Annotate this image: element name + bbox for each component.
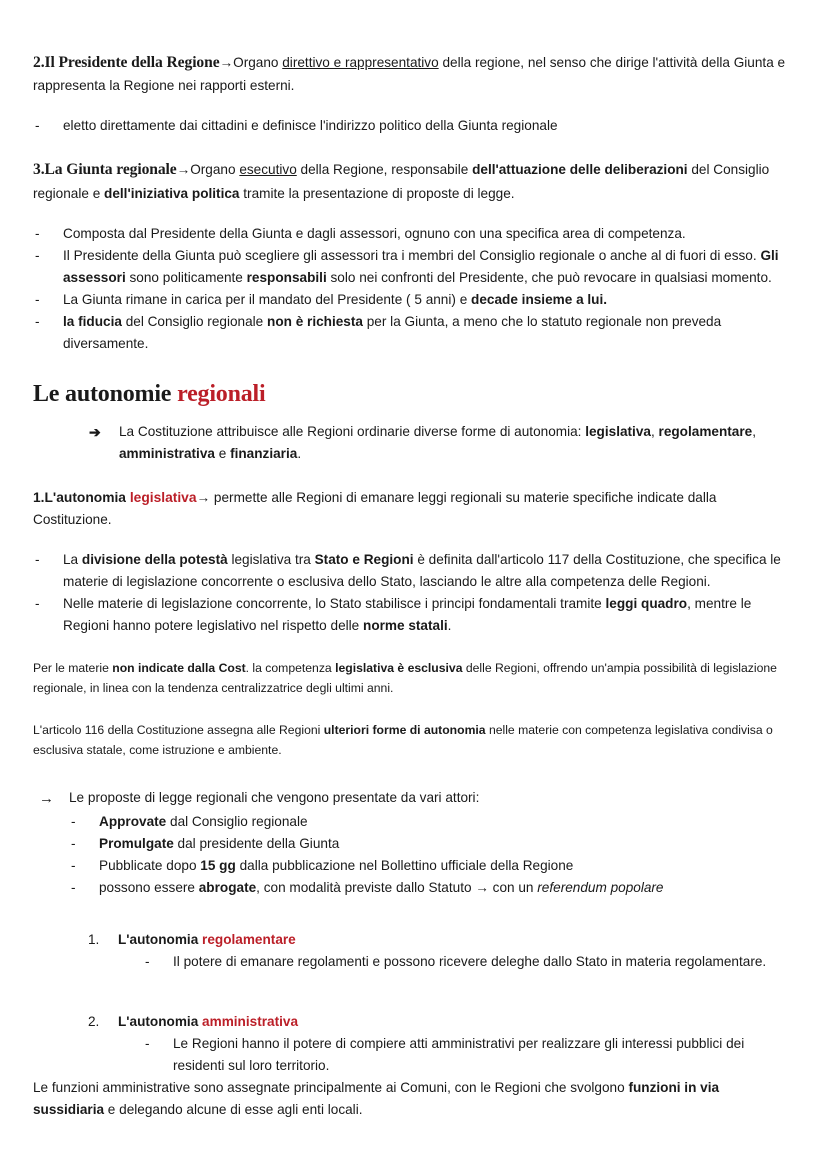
list-item-rest: dalla pubblicazione nel Bollettino ufficiale della Regione [235,857,574,873]
list-item-italic: referendum popolare [537,879,664,895]
arrow-glyph: → [219,55,234,70]
callout-proposte [39,787,790,811]
intro-e: , [752,424,756,440]
list-item-label-black: L'autonomia [118,931,203,947]
closing-a: Le funzioni amministrative sono assegnate principalmente ai Comuni, con le Regioni che svolgono [33,1079,629,1095]
paragraph-giunta [33,157,790,204]
list-item-text-d: responsabili [246,269,327,285]
arrow-right-bold-icon: ➔ [89,424,101,441]
list-item-text-a: Nelle materie di legislazione concorrente, lo Stato stabilisce i principi fondamentali tramite [63,596,606,612]
arrow-right-icon: → [39,789,54,807]
small-para-1-d: legislativa è esclusiva [335,661,463,676]
paragraph-presidente [33,50,790,97]
small-para-1-e: delle Regioni, offrendo un'ampia possibilità di legislazione regionale, in linea con la tendenza centralizzatrice degli ultimi anni. [33,661,777,696]
presidente-lead-before: Organo [233,55,283,70]
list-item-text-d: norme statali [363,618,448,634]
page-title [33,381,790,407]
paragraph-materie-non-indicate [33,659,788,699]
list-item-text-c: legislativa tra [227,552,315,568]
list-autonomia-amministrativa [33,1011,790,1077]
sublist-amministrativa [143,1033,790,1077]
list-legislativa-bullets [33,549,790,637]
list-item [88,1011,790,1077]
list-item-pre: Pubblicate dopo [99,857,201,873]
list-item-text-b: decade insieme a lui. [471,291,608,307]
list-item-text: Composta dal Presidente della Giunta e dagli assessori, ognuno con una specifica area di competenza. [63,225,686,241]
giunta-lead-mid: della Regione, responsabile [296,162,473,178]
presidente-underlined-text: direttivo e rappresentativo [282,55,439,70]
list-item [33,593,790,637]
small-para-2-a: L'articolo 116 della Costituzione assegna alle Regioni [33,723,324,738]
list-proposte [69,811,790,899]
giunta-lead-after: tramite la presentazione di proposte di legge. [239,185,515,201]
intro-f: amministrativa [119,446,215,462]
list-item-text-b: del Consiglio regionale [121,313,268,329]
list-item [88,929,790,973]
presidente-lead-after: della regione, nel senso che dirige l'attività della Giunta e rappresenta la Regione nei rapporti esterni. [33,55,786,94]
list-item-text-b: divisione della potestà [81,552,228,568]
small-para-1-c: . la competenza [245,661,336,676]
list-item-text-e: è definita dall'articolo 117 della Costituzione, che specifica le materie di legislazione concorrente o esclusiva dello Stato, lasciando le altre alla competenza delle Regioni. [63,552,781,590]
arrow-glyph: → [176,162,191,178]
giunta-underlined-text: esecutivo [239,162,297,178]
label-autonomia-legislativa: 1.L'autonomia [33,490,130,506]
list-item-text-d: per la Giunta, a meno che lo statuto regionale non preveda diversamente. [63,313,722,351]
list-item-text-e: . [447,618,452,634]
list-item-pre: possono essere [99,879,199,895]
list-item-text-c: , mentre le Regioni hanno potere legislativo nel rispetto delle [63,596,752,634]
list-item-text-d: Stato e Regioni [314,552,414,568]
list-item [33,223,790,245]
paragraph-autonomia-legislativa [33,487,790,531]
small-para-1-a: Per le materie [33,661,113,676]
list-item [33,549,790,593]
legislativa-lead: permette alle Regioni di emanare leggi regionali su materie specifiche indicate dalla Costituzione. [33,490,717,528]
closing-c: e delegando alcune di esse agli enti locali. [104,1102,363,1117]
list-item-text-b: Gli assessori [63,247,779,285]
list-item-text-e: solo nei confronti del Presidente, che può revocare in qualsiasi momento. [326,269,772,285]
list-item-rest: , con modalità previste dallo Statuto → con un [256,879,538,895]
list-item-text-a: la fiducia [63,313,122,329]
intro-g: e [214,446,231,462]
giunta-bold-1: dell'attuazione delle deliberazioni [472,162,688,178]
list-item-rest: dal presidente della Giunta [173,835,340,851]
list-item-number: 2. [88,1013,100,1029]
list-item-number: 1. [88,931,100,947]
list-giunta-bullets [33,223,790,355]
list-item-text-c: non è richiesta [267,313,363,329]
closing-b: funzioni in via sussidiaria [33,1079,720,1117]
intro-a: La Costituzione attribuisce alle Regioni ordinarie diverse forme di autonomia: [119,424,586,440]
list-item-text-a: Il Presidente della Giunta può scegliere gli assessori tra i membri del Consiglio regionale o anche al di fuori di esso. [63,247,761,263]
list-item-bold: 15 gg [200,857,236,873]
list-item [143,1033,790,1077]
page-title-red: regionali [177,380,266,407]
heading-presidente: 2.Il Presidente della Regione [33,54,220,71]
list-item-text-c: sono politicamente [125,269,247,285]
list-item-label-red: regolamentare [202,931,296,947]
callout-autonomie-intro [89,421,790,465]
list-item [33,289,790,311]
label-autonomia-legislativa-red: legislativa [129,490,197,506]
list-item-label-black: L'autonomia [118,1013,203,1029]
list-item-label-red: amministrativa [202,1013,298,1029]
list-item [33,311,790,355]
intro-h: finanziaria [230,446,298,462]
list-item [33,245,790,289]
list-item-text: eletto direttamente dai cittadini e definisce l'indirizzo politico della Giunta regionale [63,118,558,134]
list-presidente-bullets [33,115,790,137]
giunta-bold-2: dell'iniziativa politica [104,185,240,201]
giunta-lead-before: Organo [190,162,240,178]
list-item-text: Il potere di emanare regolamenti e possono ricevere deleghe dallo Stato in materia regolamentare. [173,953,767,969]
paragraph-articolo-116 [33,721,788,761]
list-item-rest: dal Consiglio regionale [166,813,308,829]
small-para-2-b: ulteriori forme di autonomia [323,723,486,738]
list-item-text: Le Regioni hanno il potere di compiere atti amministrativi per realizzare gli interessi pubblici dei residenti sul loro territorio. [173,1035,745,1073]
list-item [33,115,790,137]
list-item-text-a: La [63,552,82,568]
sublist-regolamentare [143,951,790,973]
giunta-lead-mid2: del Consiglio regionale e [33,162,770,201]
small-para-2-c: nelle materie con competenza legislativa condivisa o esclusiva statale, come istruzione e ambiente. [33,723,773,757]
intro-b: legislativa [585,424,651,440]
heading-giunta: 3.La Giunta regionale [33,161,177,179]
callout-text: Le proposte di legge regionali che vengono presentate da vari attori: [69,789,480,805]
list-item-text-b: leggi quadro [605,596,688,612]
page-title-black: Le autonomie [33,380,178,407]
list-item [69,811,790,833]
arrow-glyph: → [196,490,211,506]
list-item-bold: Approvate [99,813,167,829]
intro-i: . [297,446,302,462]
intro-c: , [650,424,659,440]
list-item-text-a: La Giunta rimane in carica per il mandato del Presidente ( 5 anni) e [63,291,472,307]
small-para-1-b: non indicate dalla Cost [112,661,246,676]
list-item [69,833,790,855]
paragraph-funzioni-amministrative [33,1077,790,1121]
list-autonomia-regolamentare [33,929,790,973]
callout-text [119,421,790,465]
list-item [69,877,790,899]
list-item [69,855,790,877]
list-item-bold: abrogate [198,879,257,895]
list-item [143,951,790,973]
intro-d: regolamentare [658,424,753,440]
list-item-bold: Promulgate [99,835,174,851]
